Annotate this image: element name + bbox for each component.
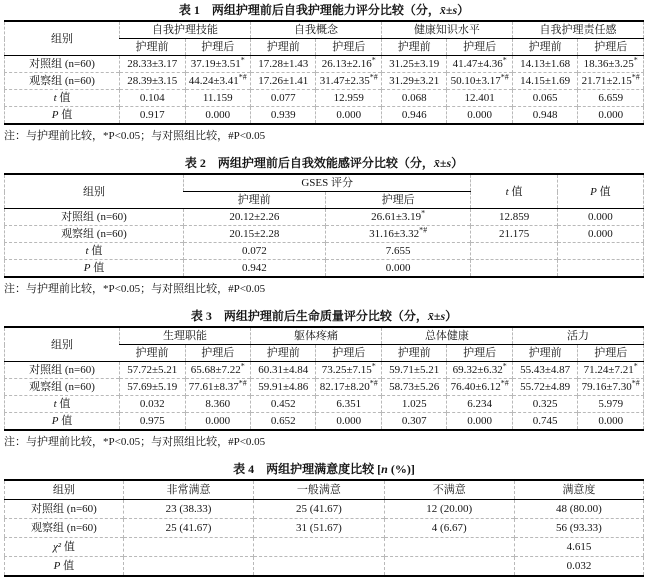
header-cell: 护理前 bbox=[120, 39, 185, 56]
data-cell: 12.859 bbox=[471, 209, 557, 226]
data-cell: 1.025 bbox=[381, 396, 446, 413]
data-cell: 48 (80.00) bbox=[514, 500, 643, 519]
sig-mark: * bbox=[240, 361, 245, 371]
data-cell bbox=[557, 243, 643, 260]
data-cell: 6.351 bbox=[316, 396, 381, 413]
data-cell: 20.15±2.28 bbox=[183, 226, 325, 243]
title-math: x̄±s bbox=[433, 156, 452, 170]
data-cell: 79.16±7.30*# bbox=[578, 379, 644, 396]
data-cell: 0.065 bbox=[512, 90, 577, 107]
data-cell: 0.948 bbox=[512, 107, 577, 125]
table-section-2 bbox=[4, 156, 644, 296]
data-cell: 12.401 bbox=[447, 90, 512, 107]
sig-mark: *# bbox=[238, 378, 247, 388]
title-text: ） bbox=[445, 309, 458, 323]
data-cell: 0.000 bbox=[316, 413, 381, 431]
data-cell: 14.13±1.68 bbox=[512, 56, 577, 73]
header-cell: 护理前 bbox=[120, 345, 185, 362]
sig-mark: * bbox=[421, 208, 426, 218]
table-2-footnote: 注：与护理前比较，*P<0.05；与对照组比较，#P<0.05 bbox=[4, 283, 266, 295]
data-cell: 6.659 bbox=[578, 90, 644, 107]
table-3-title bbox=[4, 309, 644, 323]
table-1-title bbox=[4, 3, 644, 17]
data-cell: 4.615 bbox=[514, 538, 643, 557]
row-label: P 值 bbox=[5, 107, 120, 125]
header-cell-group: 自我护理技能 bbox=[120, 21, 251, 39]
data-cell: 18.36±3.25* bbox=[578, 56, 644, 73]
header-cell: 不满意 bbox=[384, 480, 514, 500]
data-cell bbox=[123, 557, 253, 577]
table-row bbox=[5, 209, 644, 226]
data-cell: 69.32±6.32* bbox=[447, 362, 512, 379]
data-cell: 26.61±3.19* bbox=[325, 209, 471, 226]
sig-mark: * bbox=[371, 361, 376, 371]
data-cell: 23 (38.33) bbox=[123, 500, 253, 519]
header-cell: 护理后 bbox=[185, 345, 250, 362]
data-cell: 25 (41.67) bbox=[123, 519, 253, 538]
data-cell bbox=[384, 538, 514, 557]
row-label: P 值 bbox=[5, 260, 184, 278]
header-cell: 护理后 bbox=[316, 39, 381, 56]
row-label: 对照组 (n=60) bbox=[5, 209, 184, 226]
sig-mark: *# bbox=[500, 72, 509, 82]
data-cell: 59.91±4.86 bbox=[250, 379, 315, 396]
table-row bbox=[5, 396, 644, 413]
table-2-title bbox=[4, 156, 644, 170]
data-cell: 6.234 bbox=[447, 396, 512, 413]
header-cell: 护理后 bbox=[578, 345, 644, 362]
data-cell: 7.655 bbox=[325, 243, 471, 260]
table-row bbox=[5, 260, 644, 278]
data-cell: 31.16±3.32*# bbox=[325, 226, 471, 243]
data-cell: 0.104 bbox=[120, 90, 185, 107]
sig-mark: * bbox=[633, 361, 638, 371]
data-cell: 0.946 bbox=[381, 107, 446, 125]
data-cell: 55.72±4.89 bbox=[512, 379, 577, 396]
table-3-footnote: 注：与护理前比较，*P<0.05；与对照组比较，#P<0.05 bbox=[4, 436, 266, 448]
title-math: n bbox=[381, 462, 388, 476]
row-label: P 值 bbox=[5, 413, 120, 431]
data-cell: 31.47±2.35*# bbox=[316, 73, 381, 90]
data-cell: 17.28±1.43 bbox=[250, 56, 315, 73]
title-text: 表 2 两组护理前后自我效能感评分比较（分， bbox=[184, 156, 434, 170]
header-cell: 护理前 bbox=[250, 345, 315, 362]
data-cell: 26.13±2.16* bbox=[316, 56, 381, 73]
data-cell: 28.39±3.15 bbox=[120, 73, 185, 90]
table-row bbox=[5, 413, 644, 431]
title-text: 表 1 两组护理前后自我护理能力评分比较（分， bbox=[178, 3, 440, 17]
header-cell-group: 自我护理责任感 bbox=[512, 21, 643, 39]
data-cell: 8.360 bbox=[185, 396, 250, 413]
data-cell: 0.000 bbox=[578, 107, 644, 125]
row-label: 对照组 (n=60) bbox=[5, 362, 120, 379]
header-cell-group-col: 组别 bbox=[5, 174, 184, 209]
table-3 bbox=[4, 326, 644, 431]
table-row bbox=[5, 519, 644, 538]
data-cell: 0.000 bbox=[447, 107, 512, 125]
data-cell: 0.000 bbox=[578, 413, 644, 431]
data-cell: 31.25±3.19 bbox=[381, 56, 446, 73]
data-cell: 0.032 bbox=[514, 557, 643, 577]
row-label: P 值 bbox=[5, 557, 124, 577]
table-1-footnote: 注：与护理前比较，*P<0.05；与对照组比较，#P<0.05 bbox=[4, 130, 266, 142]
sig-mark: *# bbox=[631, 378, 640, 388]
sig-mark: * bbox=[502, 361, 507, 371]
header-cell: 非常满意 bbox=[123, 480, 253, 500]
data-cell: 0.000 bbox=[557, 226, 643, 243]
data-cell: 12 (20.00) bbox=[384, 500, 514, 519]
data-cell bbox=[123, 538, 253, 557]
data-cell: 31.29±3.21 bbox=[381, 73, 446, 90]
data-cell: 37.19±3.51* bbox=[185, 56, 250, 73]
table-row bbox=[5, 226, 644, 243]
row-label: 对照组 (n=60) bbox=[5, 56, 120, 73]
data-cell bbox=[254, 557, 384, 577]
data-cell: 58.73±5.26 bbox=[381, 379, 446, 396]
sig-mark: *# bbox=[238, 72, 247, 82]
data-cell: 41.47±4.36* bbox=[447, 56, 512, 73]
data-cell: 0.975 bbox=[120, 413, 185, 431]
data-cell: 0.652 bbox=[250, 413, 315, 431]
data-cell: 11.159 bbox=[185, 90, 250, 107]
header-row bbox=[5, 21, 644, 39]
title-math: x̄±s bbox=[427, 309, 446, 323]
title-text: 表 3 两组护理前后生命质量评分比较（分， bbox=[190, 309, 428, 323]
header-row bbox=[5, 174, 644, 192]
data-cell: 0.072 bbox=[183, 243, 325, 260]
data-cell: 77.61±8.37*# bbox=[185, 379, 250, 396]
sig-mark: *# bbox=[631, 72, 640, 82]
data-cell: 55.43±4.87 bbox=[512, 362, 577, 379]
data-cell: 0.077 bbox=[250, 90, 315, 107]
row-label: 观察组 (n=60) bbox=[5, 379, 120, 396]
header-cell-group-col: 组别 bbox=[5, 327, 120, 362]
data-cell: 0.000 bbox=[325, 260, 471, 278]
header-cell-t: t 值 bbox=[471, 174, 557, 209]
header-cell: 护理前 bbox=[381, 345, 446, 362]
table-row bbox=[5, 379, 644, 396]
table-row bbox=[5, 538, 644, 557]
data-cell bbox=[471, 243, 557, 260]
header-cell: 护理后 bbox=[185, 39, 250, 56]
data-cell: 56 (93.33) bbox=[514, 519, 643, 538]
header-cell-group: GSES 评分 bbox=[183, 174, 471, 192]
data-cell: 57.69±5.19 bbox=[120, 379, 185, 396]
table-row bbox=[5, 107, 644, 125]
table-row bbox=[5, 243, 644, 260]
data-cell: 0.939 bbox=[250, 107, 315, 125]
data-cell bbox=[254, 538, 384, 557]
header-row bbox=[5, 480, 644, 500]
row-label: 对照组 (n=60) bbox=[5, 500, 124, 519]
row-label: t 值 bbox=[5, 90, 120, 107]
data-cell: 0.000 bbox=[185, 107, 250, 125]
data-cell: 0.068 bbox=[381, 90, 446, 107]
row-label: χ² 值 bbox=[5, 538, 124, 557]
header-cell-group: 总体健康 bbox=[381, 327, 512, 345]
table-2 bbox=[4, 173, 644, 278]
data-cell bbox=[557, 260, 643, 278]
data-cell: 0.452 bbox=[250, 396, 315, 413]
data-cell: 71.24±7.21* bbox=[578, 362, 644, 379]
title-text: (%)] bbox=[387, 462, 415, 476]
table-row bbox=[5, 56, 644, 73]
row-label: t 值 bbox=[5, 243, 184, 260]
header-cell: 护理前 bbox=[250, 39, 315, 56]
table-row bbox=[5, 557, 644, 577]
title-text: ） bbox=[451, 156, 464, 170]
sig-mark: * bbox=[371, 55, 376, 65]
sig-mark: *# bbox=[369, 378, 378, 388]
header-cell: 组别 bbox=[5, 480, 124, 500]
sig-mark: *# bbox=[369, 72, 378, 82]
data-cell: 0.942 bbox=[183, 260, 325, 278]
data-cell: 60.31±4.84 bbox=[250, 362, 315, 379]
row-label: t 值 bbox=[5, 396, 120, 413]
data-cell: 0.917 bbox=[120, 107, 185, 125]
header-cell: 护理后 bbox=[447, 39, 512, 56]
data-cell: 0.745 bbox=[512, 413, 577, 431]
data-cell: 0.000 bbox=[316, 107, 381, 125]
data-cell bbox=[471, 260, 557, 278]
table-row bbox=[5, 73, 644, 90]
data-cell: 21.71±2.15*# bbox=[578, 73, 644, 90]
data-cell: 73.25±7.15* bbox=[316, 362, 381, 379]
header-cell: 护理前 bbox=[512, 345, 577, 362]
data-cell: 12.959 bbox=[316, 90, 381, 107]
header-cell-group-col: 组别 bbox=[5, 21, 120, 56]
sig-mark: *# bbox=[500, 378, 509, 388]
title-math: x̄±s bbox=[439, 3, 458, 17]
data-cell: 31 (51.67) bbox=[254, 519, 384, 538]
header-cell: 护理后 bbox=[316, 345, 381, 362]
header-cell-group: 自我概念 bbox=[250, 21, 381, 39]
table-4-title bbox=[4, 462, 644, 476]
header-cell: 护理前 bbox=[183, 192, 325, 209]
row-label: 观察组 (n=60) bbox=[5, 226, 184, 243]
sig-mark: * bbox=[240, 55, 245, 65]
data-cell: 50.10±3.17*# bbox=[447, 73, 512, 90]
row-label: 观察组 (n=60) bbox=[5, 519, 124, 538]
data-cell: 0.032 bbox=[120, 396, 185, 413]
header-cell: 护理后 bbox=[325, 192, 471, 209]
data-cell: 0.325 bbox=[512, 396, 577, 413]
sig-mark: * bbox=[502, 55, 507, 65]
header-cell: 护理前 bbox=[512, 39, 577, 56]
table-section-1 bbox=[4, 3, 644, 143]
data-cell: 0.000 bbox=[557, 209, 643, 226]
header-cell-group: 健康知识水平 bbox=[381, 21, 512, 39]
data-cell bbox=[384, 557, 514, 577]
data-cell: 4 (6.67) bbox=[384, 519, 514, 538]
header-cell-group: 生理职能 bbox=[120, 327, 251, 345]
header-cell-group: 活力 bbox=[512, 327, 643, 345]
data-cell: 25 (41.67) bbox=[254, 500, 384, 519]
data-cell: 0.000 bbox=[185, 413, 250, 431]
data-cell: 44.24±3.41*# bbox=[185, 73, 250, 90]
data-cell: 65.68±7.22* bbox=[185, 362, 250, 379]
table-row bbox=[5, 90, 644, 107]
data-cell: 5.979 bbox=[578, 396, 644, 413]
table-row bbox=[5, 500, 644, 519]
sig-mark: * bbox=[633, 55, 638, 65]
data-cell: 82.17±8.20*# bbox=[316, 379, 381, 396]
data-cell: 17.26±1.41 bbox=[250, 73, 315, 90]
data-cell: 0.307 bbox=[381, 413, 446, 431]
table-4 bbox=[4, 479, 644, 577]
header-row bbox=[5, 327, 644, 345]
data-cell: 59.71±5.21 bbox=[381, 362, 446, 379]
data-cell: 57.72±5.21 bbox=[120, 362, 185, 379]
table-section-4 bbox=[4, 462, 644, 577]
header-cell-p: P 值 bbox=[557, 174, 643, 209]
data-cell: 76.40±6.12*# bbox=[447, 379, 512, 396]
data-cell: 14.15±1.69 bbox=[512, 73, 577, 90]
title-text: ） bbox=[457, 3, 470, 17]
row-label: 观察组 (n=60) bbox=[5, 73, 120, 90]
data-cell: 28.33±3.17 bbox=[120, 56, 185, 73]
header-cell-group: 躯体疼痛 bbox=[250, 327, 381, 345]
header-cell: 护理后 bbox=[447, 345, 512, 362]
title-text: 表 4 两组护理满意度比较 [ bbox=[233, 462, 382, 476]
header-cell: 护理前 bbox=[381, 39, 446, 56]
header-cell: 一般满意 bbox=[254, 480, 384, 500]
header-cell: 护理后 bbox=[578, 39, 644, 56]
header-cell: 满意度 bbox=[514, 480, 643, 500]
table-section-3 bbox=[4, 309, 644, 449]
data-cell: 20.12±2.26 bbox=[183, 209, 325, 226]
table-row bbox=[5, 362, 644, 379]
data-cell: 0.000 bbox=[447, 413, 512, 431]
sig-mark: *# bbox=[419, 225, 428, 235]
table-1 bbox=[4, 20, 644, 125]
data-cell: 21.175 bbox=[471, 226, 557, 243]
